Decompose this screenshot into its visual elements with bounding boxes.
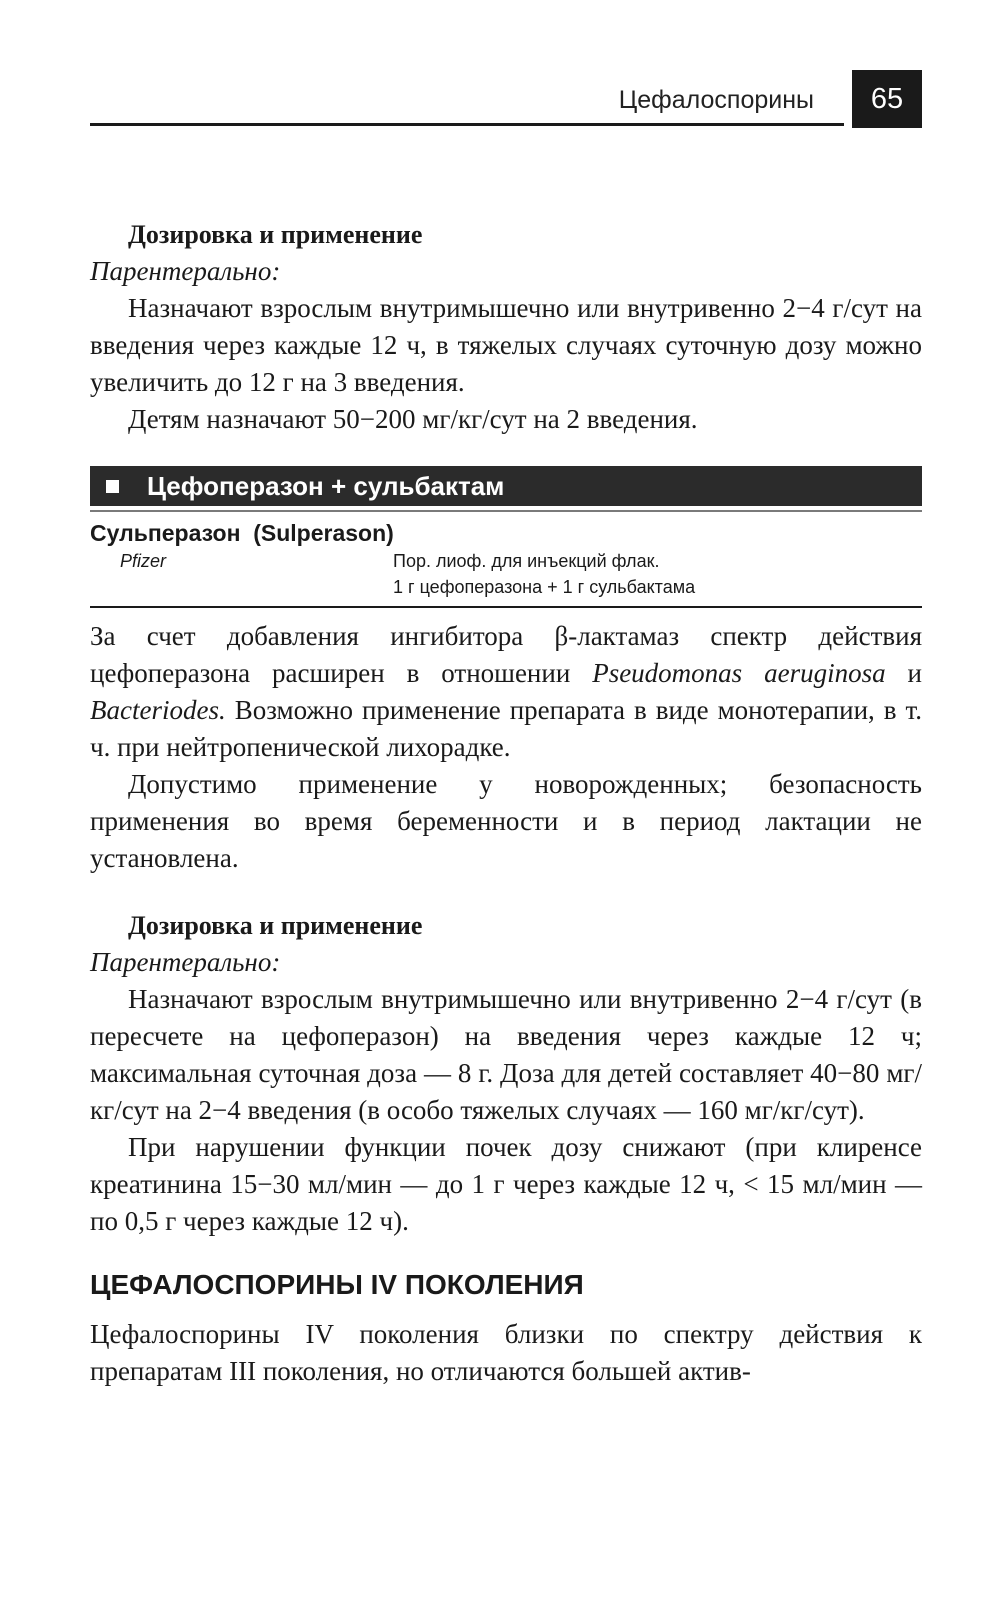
dosage-heading: Дозировка и применение <box>128 220 423 249</box>
species-name: Bacteriodes. <box>90 695 226 725</box>
dosage-paragraph-adults: Назначают взрослым внутримышечно или внутривенно 2−4 г/сут на введения через каждые 12 ч, в тяжелых случаях суточную дозу можно увеличить до 12 г на 3 введения. <box>90 293 922 397</box>
dosage-paragraph: Назначают взрослым внутримышечно или внутривенно 2−4 г/сут (в пересчете на цефоперазон) на введения через каждые 12 ч; максимальная суточная доза — 8 г. Доза для детей составляет 40−80 мг/кг/сут на 2−4 введения (в особо тяжелых случаях — 160 мг/кг/сут). <box>90 984 922 1125</box>
square-bullet-icon <box>106 480 119 493</box>
renal-dosage-paragraph: При нарушении функции почек дозу снижают (при клиренсе креатинина 15−30 мл/мин — до 1 г через каждые 12 ч, < 15 мл/мин — по 0,5 г через каждые 12 ч). <box>90 1132 922 1236</box>
drug-name: Цефоперазон + сульбактам <box>147 470 505 501</box>
description-text: За счет добавления ингибитора β-лактамаз спектр действия цефоперазона расширен в отношении <box>90 621 922 688</box>
header-rule <box>90 123 844 126</box>
trade-name-table <box>90 510 922 608</box>
section-heading: ЦЕФАЛОСПОРИНЫ IV ПОКОЛЕНИЯ <box>90 1269 584 1300</box>
species-name: Pseudomonas aeruginosa <box>592 658 886 688</box>
dosage-form-line: Пор. лиоф. для инъекций флак. <box>393 551 660 571</box>
dosage-heading: Дозировка и применение <box>128 911 423 940</box>
section-intro-paragraph: Цефалоспорины IV поколения близки по спектру действия к препаратам III поколения, но отличаются большей актив- <box>90 1319 922 1386</box>
running-title: Цефалоспорины <box>618 86 814 114</box>
route-label: Парентерально: <box>90 947 281 977</box>
description-text: и <box>885 658 922 688</box>
running-header <box>90 70 922 128</box>
trade-row <box>90 548 922 600</box>
route-label: Парентерально: <box>90 256 281 286</box>
manufacturer: Pfizer <box>120 551 167 571</box>
page-number: 65 <box>852 70 922 128</box>
dosage-form-strength: 1 г цефоперазона + 1 г сульбактама <box>393 577 696 597</box>
dosage-form <box>393 548 922 600</box>
trade-name: Сульперазон (Sulperason) <box>90 520 394 546</box>
description-text: Возможно применение препарата в виде монотерапии, в т. ч. при нейтропенической лихорадке. <box>90 695 922 762</box>
dosage-paragraph-children: Детям назначают 50−200 мг/кг/сут на 2 введения. <box>128 404 698 434</box>
safety-paragraph: Допустимо применение у новорожденных; безопасность применения во время беременности и в период лактации не установлена. <box>90 769 922 873</box>
description-paragraph <box>90 618 922 766</box>
drug-title-bar <box>90 466 922 506</box>
book-page <box>90 70 922 1390</box>
